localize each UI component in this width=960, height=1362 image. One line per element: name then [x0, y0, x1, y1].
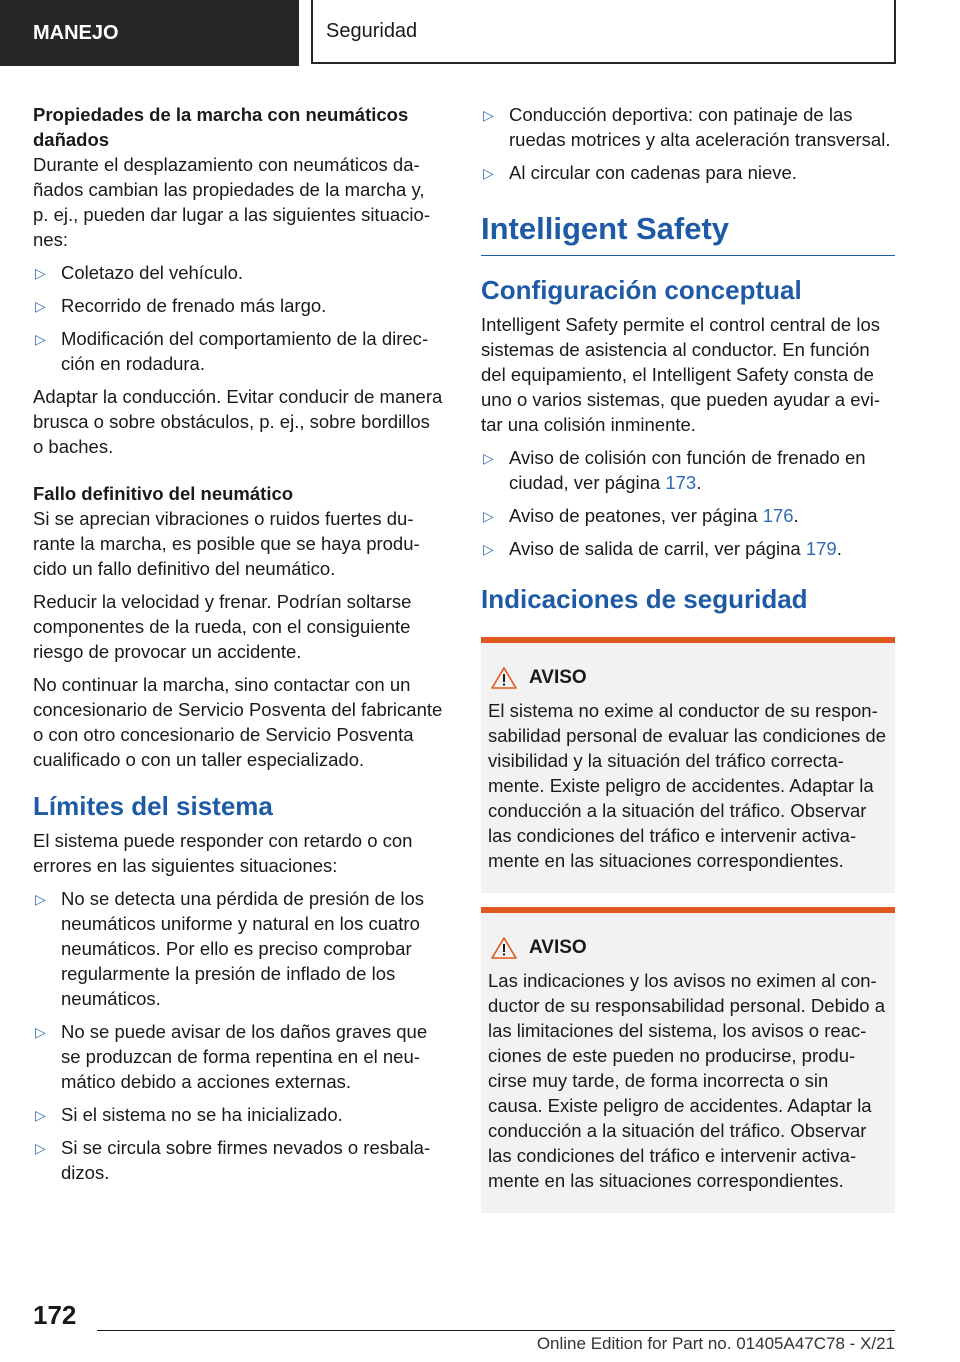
triangle-bullet-icon: ▷: [483, 508, 494, 524]
damaged-tires-list: [33, 260, 443, 376]
right-column: [481, 102, 895, 1227]
triangle-bullet-icon: ▷: [35, 265, 46, 281]
tire-failure-paragraph: Reducir la velocidad y frenar. Podrían soltarse componentes de la rueda, con el consiguiente riesgo de provocar un accidente.: [33, 591, 412, 662]
footer-divider: [97, 1330, 895, 1331]
list-item: ▷ Modificación del comportamiento de la dirección en rodadura.: [35, 328, 429, 374]
triangle-bullet-icon: ▷: [483, 107, 494, 123]
list-item: ▷ Coletazo del vehículo.: [33, 260, 443, 285]
list-item: ▷ No se puede avisar de los daños graves que se produzcan de forma repentina en el neumático debido a acciones externas.: [35, 1021, 428, 1092]
warning-box: [481, 907, 895, 1213]
warning-label: AVISO: [529, 667, 587, 688]
triangle-bullet-icon: ▷: [35, 331, 46, 347]
triangle-bullet-icon: ▷: [35, 1140, 46, 1156]
page-link[interactable]: 173: [665, 472, 697, 493]
list-item: ▷ Conducción deportiva: con patinaje de las ruedas motrices y alta aceleración transversal.: [483, 104, 891, 150]
list-item: ▷ Aviso de peatones, ver página 176.: [481, 503, 895, 528]
intelligent-safety-heading: Intelligent Safety: [481, 211, 895, 256]
triangle-bullet-icon: ▷: [35, 298, 46, 314]
triangle-bullet-icon: ▷: [483, 450, 494, 466]
safety-notes-heading: Indicaciones de seguridad: [481, 584, 808, 614]
list-item: ▷ Si se circula sobre firmes nevados o resbaladizos.: [35, 1137, 431, 1183]
damaged-tires-intro: Durante el desplazamiento con neumáticos dañados cambian las propiedades de la marcha y, p. ej., pueden dar lugar a las siguientes situaciones:: [33, 154, 430, 250]
system-limits-list: [33, 886, 443, 1185]
tire-failure-paragraph: Si se aprecian vibraciones o ruidos fuertes durante la marcha, es posible que se haya producido un fallo definitivo del neumático.: [33, 508, 420, 579]
page-number: 172: [33, 1300, 77, 1330]
warning-triangle-icon: [491, 937, 517, 959]
list-item: ▷ No se detecta una pérdida de presión de los neumáticos uniforme y natural en los cuatro neumáticos. Por ello es preciso comprobar regularmente la presión de inflado de los neumáticos.: [35, 888, 425, 1009]
tire-failure-paragraph: No continuar la marcha, sino contactar con un concesionario de Servicio Posventa del fabricante o con otro concesionario de Servicio Posventa cualificado o con un taller especializado.: [33, 674, 443, 770]
page-link[interactable]: 179: [805, 538, 837, 559]
triangle-bullet-icon: ▷: [35, 891, 46, 907]
list-item: ▷ Si el sistema no se ha inicializado.: [33, 1102, 443, 1127]
damaged-tires-advice: Adaptar la conducción. Evitar conducir de manera brusca o sobre obstáculos, p. ej., sobre bordillos o baches.: [33, 386, 443, 457]
list-item: ▷ Aviso de colisión con función de frenado en ciudad, ver página 173.: [483, 447, 866, 493]
tire-failure-title: Fallo definitivo del neumático: [33, 483, 294, 504]
warning-text: Las indicaciones y los avisos no eximen al conductor de su responsabilidad personal. Debido a las limitaciones del sistema, los avisos o reacciones de este pueden no producirse, producirse muy tarde, de forma incorrecta o sin causa. Existe peligro de accidentes. Adaptar la conducción a la situación del tráfico. Observar las condiciones del tráfico e intervenir activamente en las situaciones correspondientes.: [488, 970, 885, 1191]
warning-label: AVISO: [529, 937, 587, 958]
edition-note: Online Edition for Part no. 01405A47C78 - X/21: [536, 1334, 895, 1353]
section-tab: MANEJO: [0, 0, 299, 66]
concept-heading: Configuración conceptual: [481, 275, 802, 305]
warning-text: El sistema no exime al conductor de su responsabilidad personal de evaluar las condiciones de visibilidad y la situación del tráfico correctamente. Existe peligro de accidentes. Adaptar la conducción a la situación del tráfico. Observar las condiciones del tráfico e intervenir activamente en las situaciones correspondientes.: [488, 700, 887, 871]
warning-triangle-icon: [491, 667, 517, 689]
systems-list: [481, 445, 895, 561]
list-item: ▷ Recorrido de frenado más largo.: [33, 293, 443, 318]
topic-tab: Seguridad: [311, 0, 896, 64]
limits-continued-list: [481, 102, 895, 185]
concept-paragraph: Intelligent Safety permite el control central de los sistemas de asistencia al conductor. En función del equipamiento, el Intelligent Safety consta de uno o varios sistemas, que pueden ayudar a evitar una colisión inminente.: [481, 314, 881, 435]
damaged-tires-title: Propiedades de la marcha con neumáticos dañados: [33, 104, 409, 150]
page-link[interactable]: 176: [762, 505, 794, 526]
triangle-bullet-icon: ▷: [483, 165, 494, 181]
system-limits-intro: El sistema puede responder con retardo o con errores en las siguientes situaciones:: [33, 830, 413, 876]
list-item: ▷ Al circular con cadenas para nieve.: [481, 160, 895, 185]
list-item: ▷ Aviso de salida de carril, ver página 179.: [481, 536, 895, 561]
page-header: [0, 0, 960, 66]
left-column: [33, 102, 443, 1193]
triangle-bullet-icon: ▷: [483, 541, 494, 557]
triangle-bullet-icon: ▷: [35, 1024, 46, 1040]
warning-box: [481, 637, 895, 893]
triangle-bullet-icon: ▷: [35, 1107, 46, 1123]
system-limits-heading: Límites del sistema: [33, 791, 273, 821]
